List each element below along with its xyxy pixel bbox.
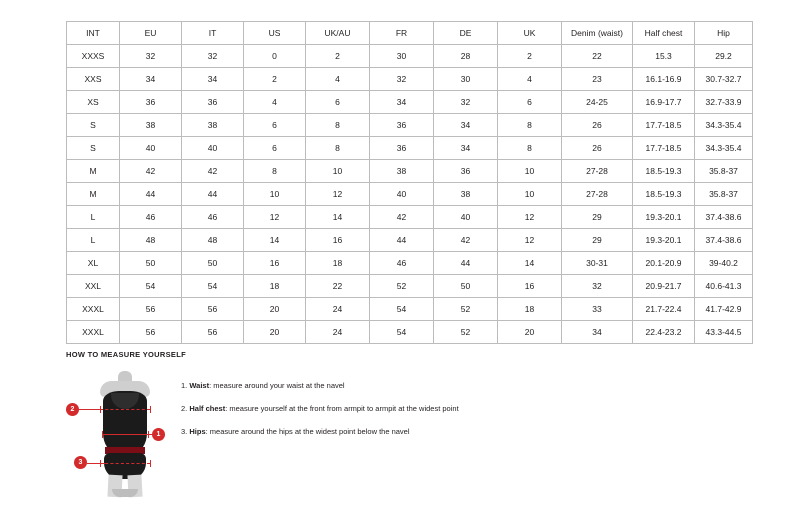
marker-2-badge: 2 xyxy=(66,403,79,416)
cell: 38 xyxy=(370,160,434,183)
cell: 30 xyxy=(434,68,498,91)
cell: 6 xyxy=(306,91,370,114)
cell: 40 xyxy=(182,137,244,160)
mannequin-torso xyxy=(103,391,147,453)
cell: 15.3 xyxy=(633,45,695,68)
cell: 46 xyxy=(370,252,434,275)
measure-note-number: 2. xyxy=(181,404,188,414)
cell: 38 xyxy=(120,114,182,137)
cell: 30 xyxy=(370,45,434,68)
column-header: INT xyxy=(67,22,120,45)
cell: 19.3-20.1 xyxy=(633,206,695,229)
size-chart-table xyxy=(66,21,753,344)
cell: 54 xyxy=(182,275,244,298)
cell: 36 xyxy=(370,137,434,160)
cell: 14 xyxy=(306,206,370,229)
cell: 34 xyxy=(562,321,633,344)
marker-2-leader-line xyxy=(79,409,101,410)
table-row xyxy=(67,229,753,252)
cell: 16 xyxy=(306,229,370,252)
cell: 10 xyxy=(244,183,306,206)
table-row xyxy=(67,321,753,344)
cell: 4 xyxy=(306,68,370,91)
cell: 54 xyxy=(370,298,434,321)
measure-note-text: : measure around your waist at the navel xyxy=(209,381,345,390)
cell: 2 xyxy=(498,45,562,68)
column-header: FR xyxy=(370,22,434,45)
cell: L xyxy=(67,206,120,229)
cell: 10 xyxy=(498,183,562,206)
measure-note-waist xyxy=(181,381,732,391)
cell: 24 xyxy=(306,321,370,344)
cell: 8 xyxy=(244,160,306,183)
cell: 37.4-38.6 xyxy=(695,206,753,229)
cell: 29 xyxy=(562,229,633,252)
cell: 34 xyxy=(182,68,244,91)
cell: 50 xyxy=(182,252,244,275)
cell: 30.7-32.7 xyxy=(695,68,753,91)
cell: 32 xyxy=(562,275,633,298)
cell: 29 xyxy=(562,206,633,229)
cell: 50 xyxy=(434,275,498,298)
cell: 17.7-18.5 xyxy=(633,137,695,160)
cell: 36 xyxy=(434,160,498,183)
cell: 36 xyxy=(120,91,182,114)
cell: 44 xyxy=(182,183,244,206)
mannequin-illustration-column xyxy=(66,371,181,501)
cell: 38 xyxy=(182,114,244,137)
cell: 16.1-16.9 xyxy=(633,68,695,91)
table-row xyxy=(67,160,753,183)
cell: 8 xyxy=(498,137,562,160)
cell: S xyxy=(67,114,120,137)
measure-note-half-chest xyxy=(181,404,732,414)
measure-note-text: : measure yourself at the front from armpit to armpit at the widest point xyxy=(225,404,459,414)
cell: 34.3-35.4 xyxy=(695,114,753,137)
cell: 37.4-38.6 xyxy=(695,229,753,252)
table-row xyxy=(67,206,753,229)
cell: 27-28 xyxy=(562,160,633,183)
table-header-row xyxy=(67,22,753,45)
cell: 48 xyxy=(120,229,182,252)
cell: 17.7-18.5 xyxy=(633,114,695,137)
cell: 24-25 xyxy=(562,91,633,114)
measure-note-number: 3. xyxy=(181,427,188,437)
mannequin-icon xyxy=(94,371,156,499)
table-row xyxy=(67,298,753,321)
cell: 44 xyxy=(370,229,434,252)
cell: 19.3-20.1 xyxy=(633,229,695,252)
cell: 23 xyxy=(562,68,633,91)
cell: 39-40.2 xyxy=(695,252,753,275)
table-row xyxy=(67,137,753,160)
cell: 48 xyxy=(182,229,244,252)
cell: 4 xyxy=(244,91,306,114)
measure-note-term: Hips xyxy=(189,427,206,437)
cell: XXS xyxy=(67,68,120,91)
cell: 16 xyxy=(498,275,562,298)
cell: 21.7-22.4 xyxy=(633,298,695,321)
measure-note-text: : measure around the hips at the widest point below the navel xyxy=(205,427,410,437)
cell: 34 xyxy=(434,114,498,137)
cell: 52 xyxy=(434,298,498,321)
how-to-measure-section xyxy=(66,350,732,501)
cell: 40 xyxy=(120,137,182,160)
measure-note-term: Waist xyxy=(189,381,210,390)
column-header: Denim (waist) xyxy=(562,22,633,45)
marker-3-leader-line xyxy=(87,463,105,464)
column-header: DE xyxy=(434,22,498,45)
cell: 14 xyxy=(498,252,562,275)
cell: 4 xyxy=(498,68,562,91)
cell: 2 xyxy=(306,45,370,68)
cell: 42 xyxy=(182,160,244,183)
cell: 24 xyxy=(306,298,370,321)
table-row xyxy=(67,183,753,206)
cell: 20 xyxy=(244,321,306,344)
cell: 12 xyxy=(244,206,306,229)
cell: M xyxy=(67,160,120,183)
cell: 40 xyxy=(434,206,498,229)
cell: 18.5-19.3 xyxy=(633,160,695,183)
cell: 33 xyxy=(562,298,633,321)
cell: 18.5-19.3 xyxy=(633,183,695,206)
cell: 52 xyxy=(434,321,498,344)
cell: 26 xyxy=(562,137,633,160)
cell: XL xyxy=(67,252,120,275)
marker-3-badge: 3 xyxy=(74,456,87,469)
size-chart-container xyxy=(66,21,742,344)
hip-measure-line xyxy=(100,463,150,464)
cell: 6 xyxy=(244,114,306,137)
cell: XXXL xyxy=(67,321,120,344)
cell: 42 xyxy=(434,229,498,252)
column-header: UK/AU xyxy=(306,22,370,45)
cell: 43.3-44.5 xyxy=(695,321,753,344)
cell: S xyxy=(67,137,120,160)
cell: 54 xyxy=(370,321,434,344)
cell: 29.2 xyxy=(695,45,753,68)
cell: 16.9-17.7 xyxy=(633,91,695,114)
how-to-measure-body xyxy=(66,371,732,501)
cell: 36 xyxy=(182,91,244,114)
measure-notes-column xyxy=(181,371,732,450)
cell: 0 xyxy=(244,45,306,68)
cell: 20 xyxy=(244,298,306,321)
cell: 32 xyxy=(120,45,182,68)
cell: 18 xyxy=(306,252,370,275)
column-header: Half chest xyxy=(633,22,695,45)
column-header: Hip xyxy=(695,22,753,45)
cell: 22 xyxy=(562,45,633,68)
cell: 46 xyxy=(120,206,182,229)
table-row xyxy=(67,45,753,68)
cell: 34 xyxy=(434,137,498,160)
cell: 8 xyxy=(498,114,562,137)
cell: 6 xyxy=(244,137,306,160)
cell: 10 xyxy=(306,160,370,183)
cell: 32 xyxy=(370,68,434,91)
cell: 2 xyxy=(244,68,306,91)
cell: XS xyxy=(67,91,120,114)
mannequin-stand xyxy=(112,489,138,497)
table-row xyxy=(67,114,753,137)
cell: 20.1-20.9 xyxy=(633,252,695,275)
cell: 34 xyxy=(370,91,434,114)
cell: 38 xyxy=(434,183,498,206)
table-row xyxy=(67,252,753,275)
cell: 12 xyxy=(306,183,370,206)
cell: 32 xyxy=(182,45,244,68)
cell: 20 xyxy=(498,321,562,344)
cell: 8 xyxy=(306,114,370,137)
cell: 28 xyxy=(434,45,498,68)
column-header: EU xyxy=(120,22,182,45)
column-header: UK xyxy=(498,22,562,45)
cell: 30-31 xyxy=(562,252,633,275)
cell: 54 xyxy=(120,275,182,298)
cell: 16 xyxy=(244,252,306,275)
cell: M xyxy=(67,183,120,206)
column-header: US xyxy=(244,22,306,45)
cell: XXXS xyxy=(67,45,120,68)
marker-1-badge: 1 xyxy=(152,428,165,441)
cell: 44 xyxy=(120,183,182,206)
cell: 35.8-37 xyxy=(695,183,753,206)
cell: 42 xyxy=(120,160,182,183)
cell: XXL xyxy=(67,275,120,298)
cell: 18 xyxy=(244,275,306,298)
cell: 22 xyxy=(306,275,370,298)
cell: 26 xyxy=(562,114,633,137)
cell: L xyxy=(67,229,120,252)
marker-1-leader-line xyxy=(128,434,154,435)
cell: 50 xyxy=(120,252,182,275)
measure-note-number: 1. xyxy=(181,381,188,390)
cell: 56 xyxy=(182,298,244,321)
cell: 12 xyxy=(498,206,562,229)
cell: 40.6-41.3 xyxy=(695,275,753,298)
cell: 32.7-33.9 xyxy=(695,91,753,114)
cell: 18 xyxy=(498,298,562,321)
cell: 52 xyxy=(370,275,434,298)
hip-tick-right xyxy=(150,460,151,467)
table-row xyxy=(67,91,753,114)
cell: 34 xyxy=(120,68,182,91)
cell: 20.9-21.7 xyxy=(633,275,695,298)
cell: 36 xyxy=(370,114,434,137)
cell: 56 xyxy=(182,321,244,344)
cell: 56 xyxy=(120,298,182,321)
column-header: IT xyxy=(182,22,244,45)
cell: 32 xyxy=(434,91,498,114)
chest-tick-right xyxy=(150,406,151,413)
cell: 46 xyxy=(182,206,244,229)
cell: 41.7-42.9 xyxy=(695,298,753,321)
cell: 22.4-23.2 xyxy=(633,321,695,344)
cell: 42 xyxy=(370,206,434,229)
cell: 10 xyxy=(498,160,562,183)
cell: 44 xyxy=(434,252,498,275)
cell: 56 xyxy=(120,321,182,344)
table-row xyxy=(67,68,753,91)
cell: 12 xyxy=(498,229,562,252)
measure-note-term: Half chest xyxy=(189,404,226,414)
measure-note-hips xyxy=(181,427,732,437)
cell: XXXL xyxy=(67,298,120,321)
cell: 40 xyxy=(370,183,434,206)
cell: 34.3-35.4 xyxy=(695,137,753,160)
cell: 14 xyxy=(244,229,306,252)
cell: 6 xyxy=(498,91,562,114)
table-row xyxy=(67,275,753,298)
waist-tick-left xyxy=(102,431,103,438)
how-to-measure-title: HOW TO MEASURE YOURSELF xyxy=(66,350,186,359)
cell: 35.8-37 xyxy=(695,160,753,183)
half-chest-measure-line xyxy=(100,409,150,410)
cell: 27-28 xyxy=(562,183,633,206)
cell: 8 xyxy=(306,137,370,160)
